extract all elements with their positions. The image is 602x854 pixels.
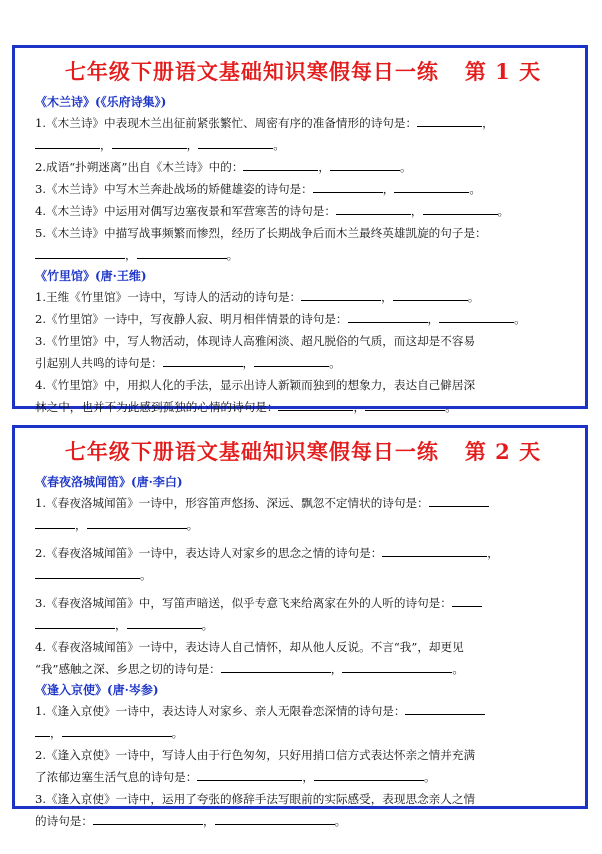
question-chunye-3: 3.《春夜洛城闻笛》中，写笛声暗送，似乎专意飞来给离家在外的人听的诗句是： ， 。 xyxy=(35,592,571,636)
answer-blank[interactable] xyxy=(394,180,469,193)
answer-blank[interactable] xyxy=(62,724,172,737)
answer-blank[interactable] xyxy=(452,594,482,607)
question-fengru-3: 3.《逢入京使》一诗中，运用了夸张的修辞手法写眼前的实际感受，表现思念亲人之情 的诗句是： ， 。 xyxy=(35,792,476,828)
answer-blank[interactable] xyxy=(348,310,428,323)
answer-blank[interactable] xyxy=(198,136,273,149)
answer-blank[interactable] xyxy=(342,660,452,673)
answer-blank[interactable] xyxy=(429,494,489,507)
section-mulanshi: 《木兰诗》(《乐府诗集》) xyxy=(35,95,167,109)
answer-blank[interactable] xyxy=(35,516,75,529)
answer-blank[interactable] xyxy=(215,812,335,825)
answer-blank[interactable] xyxy=(35,566,140,579)
question-zhuli-3: 3.《竹里馆》中，写人物活动，体现诗人高雅闲淡、超凡脱俗的气质，而这却是不容易 引起别人共鸣的诗句是： ， 。 xyxy=(35,334,476,370)
answer-blank[interactable] xyxy=(365,398,445,411)
answer-blank[interactable] xyxy=(439,310,514,323)
answer-blank[interactable] xyxy=(417,114,482,127)
answer-blank[interactable] xyxy=(35,724,50,737)
answer-blank[interactable] xyxy=(93,812,203,825)
answer-blank[interactable] xyxy=(382,544,487,557)
answer-blank[interactable] xyxy=(423,202,498,215)
question-mulan-4: 4.《木兰诗》中运用对偶写边塞夜景和军营寒苦的诗句是： ， 。 xyxy=(35,204,510,218)
day2-title-text: 七年级下册语文基础知识寒假每日一练 xyxy=(64,439,439,464)
answer-blank[interactable] xyxy=(197,768,302,781)
section-fengrujingshi: 《逢入京使》(唐·岑参) xyxy=(35,683,159,697)
question-fengru-1: 1.《逢入京使》一诗中，表达诗人对家乡、亲人无限眷恋深情的诗句是： ， 。 xyxy=(35,700,571,744)
answer-blank[interactable] xyxy=(313,180,383,193)
question-mulan-1: 1.《木兰诗》中表现木兰出征前紧张繁忙、周密有序的准备情形的诗句是： ， ， ， 。 xyxy=(35,116,494,152)
section-chunye: 《春夜洛城闻笛》(唐·李白) xyxy=(35,475,183,489)
day2-title xyxy=(35,432,571,472)
question-chunye-2: 2.《春夜洛城闻笛》一诗中，表达诗人对家乡的思念之情的诗句是： ， 。 xyxy=(35,546,499,582)
answer-blank[interactable] xyxy=(137,246,227,259)
answer-blank[interactable] xyxy=(301,288,381,301)
question-zhuli-2: 2.《竹里馆》一诗中，写夜静人寂、明月相伴情景的诗句是： ， 。 xyxy=(35,312,526,326)
day2-label: 第 2 天 xyxy=(464,439,542,464)
day1-title-text: 七年级下册语文基础知识寒假每日一练 xyxy=(64,59,439,84)
answer-blank[interactable] xyxy=(393,288,468,301)
answer-blank[interactable] xyxy=(87,516,187,529)
answer-blank[interactable] xyxy=(336,202,411,215)
question-chunye-4: 4.《春夜洛城闻笛》一诗中，表达诗人自己情怀，却从他人反说。不言“我”，却更见 “我”感触之深、乡思之切的诗句是： ， 。 xyxy=(35,640,464,676)
day1-title xyxy=(35,52,571,92)
answer-blank[interactable] xyxy=(221,660,331,673)
answer-blank[interactable] xyxy=(112,136,187,149)
question-zhuli-1: 1.王维《竹里馆》一诗中，写诗人的活动的诗句是： ， 。 xyxy=(35,290,480,304)
question-mulan-2: 2.成语“扑朔迷离”出自《木兰诗》中的： ， 。 xyxy=(35,160,412,174)
answer-blank[interactable] xyxy=(35,246,125,259)
question-chunye-1: 1.《春夜洛城闻笛》一诗中，形容笛声悠扬、深远、飘忽不定情状的诗句是： ， 。 xyxy=(35,492,571,536)
question-mulan-3: 3.《木兰诗》中写木兰奔赴战场的矫健雄姿的诗句是： ， 。 xyxy=(35,182,481,196)
section-zhuliguan: 《竹里馆》(唐·王维) xyxy=(35,269,147,283)
answer-blank[interactable] xyxy=(35,136,100,149)
answer-blank[interactable] xyxy=(405,702,485,715)
answer-blank[interactable] xyxy=(243,158,318,171)
answer-blank[interactable] xyxy=(254,354,329,367)
answer-blank[interactable] xyxy=(127,616,202,629)
answer-blank[interactable] xyxy=(278,398,353,411)
question-mulan-5: 5.《木兰诗》中描写战事频繁而惨烈，经历了长期战争后而木兰最终英雄凯旋的句子是： ， 。 xyxy=(35,226,487,262)
question-zhuli-4: 4.《竹里馆》中，用拟人化的手法，显示出诗人新颖而独到的想象力，表达自己僻居深 林之中，也并不为此感到孤独的心情的诗句是： ， 。 xyxy=(35,378,476,414)
answer-blank[interactable] xyxy=(330,158,400,171)
answer-blank[interactable] xyxy=(314,768,424,781)
day1-label: 第 1 天 xyxy=(464,59,542,84)
answer-blank[interactable] xyxy=(35,616,115,629)
day1-card xyxy=(12,45,588,414)
answer-blank[interactable] xyxy=(163,354,243,367)
question-fengru-2: 2.《逢入京使》一诗中，写诗人由于行色匆匆，只好用捎口信方式表达怀亲之情并充满 了浓郁边塞生活气息的诗句是： ， 。 xyxy=(35,748,476,784)
day2-card xyxy=(12,425,588,828)
